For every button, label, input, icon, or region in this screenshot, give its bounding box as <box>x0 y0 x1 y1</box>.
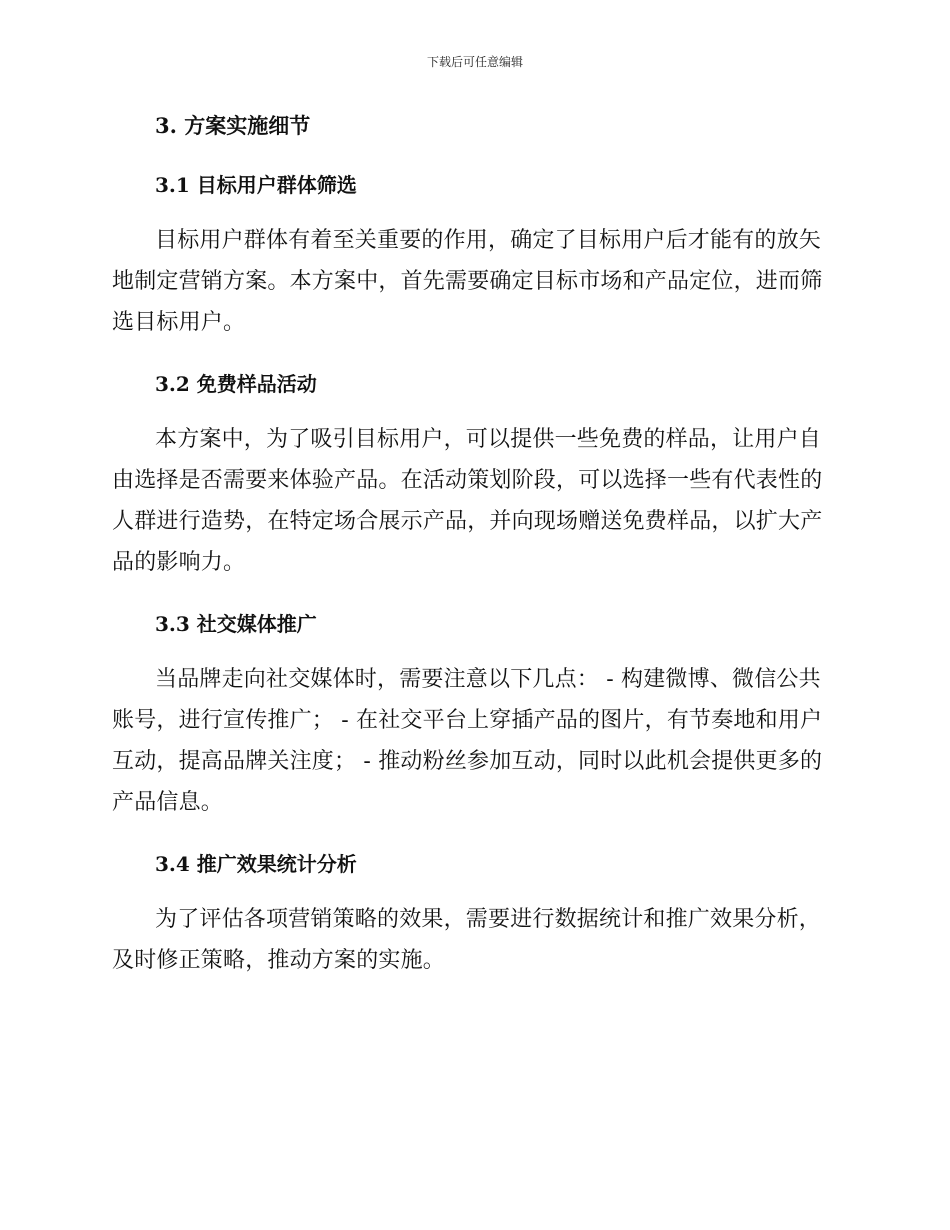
subsection-title-social-media: 3.3 社交媒体推广 <box>155 612 317 636</box>
subsection-free-samples <box>112 369 834 583</box>
subsection-target-users <box>112 170 834 343</box>
subsection-social-media <box>112 609 834 823</box>
document-content <box>112 111 834 1007</box>
section-title: 3. 方案实施细节 <box>155 113 311 138</box>
subsection-title-effect-analysis: 3.4 推广效果统计分析 <box>155 852 357 876</box>
header-note: 下载后可任意编辑 <box>426 55 523 69</box>
paragraph-free-samples: 本方案中，为了吸引目标用户，可以提供一些免费的样品，让用户自由选择是否需要来体验产品。在活动策划阶段，可以选择一些有代表性的人群进行造势，在特定场合展示产品，并向现场赠送免费样品，以扩大产品的影响力。 <box>112 427 823 575</box>
paragraph-effect-analysis: 为了评估各项营销策略的效果，需要进行数据统计和推广效果分析，及时修正策略，推动方案的实施。 <box>112 907 822 973</box>
subsection-title-free-samples: 3.2 免费样品活动 <box>155 372 317 396</box>
subsection-title-target-users: 3.1 目标用户群体筛选 <box>155 173 357 197</box>
paragraph-target-users: 目标用户群体有着至关重要的作用，确定了目标用户后才能有的放矢地制定营销方案。本方案中，首先需要确定目标市场和产品定位，进而筛选目标用户。 <box>112 228 823 335</box>
subsection-effect-analysis <box>112 849 834 981</box>
paragraph-social-media: 当品牌走向社交媒体时，需要注意以下几点： - 构建微博、微信公共账号，进行宣传推广； - 在社交平台上穿插产品的图片，有节奏地和用户互动，提高品牌关注度； - 推动粉丝参加互动，同时以此机会提供更多的产品信息。 <box>112 667 823 815</box>
